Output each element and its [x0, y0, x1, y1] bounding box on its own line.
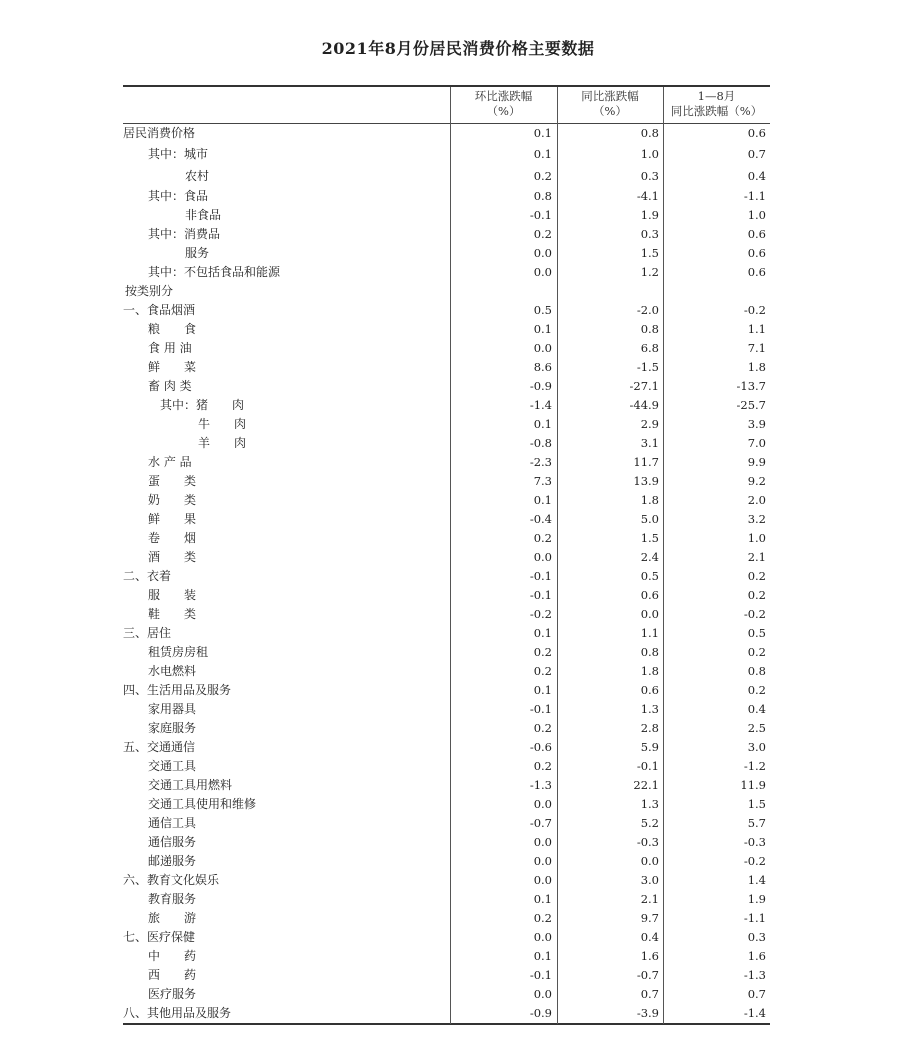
row-value-ytd: 0.2: [747, 645, 766, 659]
row-label: 粮 食: [148, 322, 197, 336]
row-label: 八、其他用品及服务: [123, 1006, 232, 1020]
row-value-yoy: -0.1: [636, 759, 659, 773]
row-value-yoy: 9.7: [640, 911, 659, 925]
table-row: [123, 795, 770, 814]
row-value-mom: 0.0: [533, 265, 552, 279]
row-value-mom: 0.2: [533, 759, 552, 773]
row-value-yoy: 2.9: [640, 417, 659, 431]
row-value-mom: 0.0: [533, 550, 552, 564]
table-row: [123, 453, 770, 472]
table-row: [123, 852, 770, 871]
row-value-ytd: 11.9: [740, 778, 766, 792]
row-value-mom: 0.2: [533, 531, 552, 545]
page-title: 2021年8月份居民消费价格主要数据: [321, 39, 595, 58]
table-row: [123, 909, 770, 928]
row-value-mom: -0.9: [529, 1006, 552, 1020]
row-label: 通信服务: [148, 835, 197, 849]
row-value-mom: 8.6: [533, 360, 552, 374]
row-label: 牛 肉: [198, 417, 247, 431]
table-row: [123, 124, 770, 143]
row-value-yoy: -0.3: [636, 835, 659, 849]
row-value-ytd: -1.2: [743, 759, 766, 773]
row-label: 五、交通通信: [123, 740, 196, 754]
row-value-mom: 7.3: [533, 474, 552, 488]
table-row: [123, 301, 770, 320]
row-value-yoy: 0.0: [640, 607, 659, 621]
table-row: [123, 206, 770, 225]
row-label: 非食品: [185, 208, 222, 222]
row-value-ytd: 1.6: [747, 949, 766, 963]
row-value-yoy: 13.9: [633, 474, 659, 488]
row-value-ytd: 1.0: [747, 531, 766, 545]
row-label: 其中：食品: [148, 189, 209, 203]
row-value-mom: -1.4: [529, 398, 552, 412]
row-value-ytd: 1.9: [747, 892, 766, 906]
row-label: 通信工具: [148, 816, 197, 830]
row-value-mom: 0.2: [533, 227, 552, 241]
header-mom-line2: （%）: [486, 104, 521, 118]
row-value-ytd: 0.6: [747, 126, 766, 140]
row-label: 其中：猪 肉: [160, 398, 245, 412]
row-value-ytd: 0.2: [747, 588, 766, 602]
row-value-mom: -0.7: [529, 816, 552, 830]
table-bottom-rule: [123, 1023, 770, 1025]
row-value-mom: 0.0: [533, 873, 552, 887]
table-row: [123, 947, 770, 966]
row-value-yoy: 0.6: [640, 588, 659, 602]
table-row: [123, 605, 770, 624]
row-value-yoy: 1.3: [640, 797, 659, 811]
row-value-ytd: -0.2: [743, 607, 766, 621]
row-value-mom: 0.1: [533, 417, 552, 431]
row-label: 邮递服务: [148, 854, 197, 868]
row-value-yoy: 0.8: [640, 322, 659, 336]
table-row: [123, 757, 770, 776]
table-row: [123, 225, 770, 244]
row-value-yoy: 1.0: [640, 147, 659, 161]
row-label: 羊 肉: [198, 436, 247, 450]
row-value-ytd: -25.7: [736, 398, 766, 412]
row-value-ytd: 0.6: [747, 227, 766, 241]
table-row: [123, 339, 770, 358]
row-value-mom: -2.3: [529, 455, 552, 469]
row-value-ytd: 2.0: [747, 493, 766, 507]
row-value-ytd: 3.9: [747, 417, 766, 431]
row-value-mom: -0.2: [529, 607, 552, 621]
row-value-ytd: 2.1: [747, 550, 766, 564]
row-value-mom: 0.2: [533, 911, 552, 925]
row-value-yoy: 2.8: [640, 721, 659, 735]
table-row: [123, 814, 770, 833]
row-value-mom: -0.1: [529, 968, 552, 982]
row-value-yoy: -1.5: [636, 360, 659, 374]
row-value-yoy: 1.5: [640, 531, 659, 545]
row-value-yoy: 1.1: [640, 626, 659, 640]
row-value-mom: -0.1: [529, 702, 552, 716]
row-label: 鞋 类: [148, 607, 197, 621]
row-value-yoy: 1.3: [640, 702, 659, 716]
row-value-ytd: 9.2: [747, 474, 766, 488]
table-row: [123, 871, 770, 890]
table-row: [123, 966, 770, 985]
row-label: 交通工具用燃料: [148, 778, 233, 792]
row-value-yoy: 2.1: [640, 892, 659, 906]
row-value-ytd: 3.0: [747, 740, 766, 754]
row-value-ytd: 1.0: [747, 208, 766, 222]
row-value-mom: 0.8: [533, 189, 552, 203]
row-value-ytd: -0.2: [743, 303, 766, 317]
row-value-ytd: 0.8: [747, 664, 766, 678]
row-value-yoy: 0.0: [640, 854, 659, 868]
table-row: [123, 187, 770, 206]
row-value-yoy: 3.1: [640, 436, 659, 450]
table-row: [123, 529, 770, 548]
row-value-yoy: 11.7: [633, 455, 659, 469]
table-row: [123, 719, 770, 738]
row-value-mom: 0.0: [533, 987, 552, 1001]
header-yoy-line1: 同比涨跌幅: [581, 89, 639, 103]
row-value-ytd: -1.1: [743, 911, 766, 925]
row-label: 水电燃料: [148, 664, 197, 678]
row-value-mom: 0.2: [533, 169, 552, 183]
table-row: [123, 165, 770, 187]
row-value-yoy: -0.7: [636, 968, 659, 982]
row-value-ytd: 0.4: [747, 702, 766, 716]
row-value-yoy: -44.9: [629, 398, 659, 412]
table-row: [123, 738, 770, 757]
header-ytd-line2: 同比涨跌幅（%）: [670, 104, 763, 118]
row-value-yoy: 5.0: [640, 512, 659, 526]
row-value-yoy: 0.8: [640, 126, 659, 140]
table-row: [123, 491, 770, 510]
row-value-ytd: -1.1: [743, 189, 766, 203]
row-label: 医疗服务: [148, 987, 197, 1001]
row-label: 一、食品烟酒: [123, 303, 196, 317]
row-value-mom: 0.1: [533, 892, 552, 906]
row-label: 其中：城市: [148, 147, 209, 161]
row-label: 七、医疗保健: [123, 930, 196, 944]
row-value-yoy: 22.1: [633, 778, 659, 792]
row-value-mom: 0.1: [533, 126, 552, 140]
row-value-yoy: 1.8: [640, 493, 659, 507]
row-value-ytd: -0.3: [743, 835, 766, 849]
table-row: [123, 928, 770, 947]
table-row: [123, 700, 770, 719]
row-value-mom: 0.1: [533, 147, 552, 161]
row-label: 按类别分: [125, 284, 174, 298]
row-label: 家用器具: [148, 702, 197, 716]
row-label: 四、生活用品及服务: [123, 683, 232, 697]
row-value-ytd: 5.7: [747, 816, 766, 830]
table-row: [123, 624, 770, 643]
row-value-ytd: 1.1: [747, 322, 766, 336]
row-value-ytd: 0.5: [747, 626, 766, 640]
row-value-ytd: 1.5: [747, 797, 766, 811]
row-value-mom: 0.2: [533, 721, 552, 735]
row-value-ytd: 0.2: [747, 683, 766, 697]
header-mom-line1: 环比涨跌幅: [474, 89, 533, 103]
row-label: 卷 烟: [148, 531, 197, 545]
header-yoy: [557, 89, 663, 119]
table-row: [123, 263, 770, 282]
row-label: 水 产 品: [148, 455, 192, 469]
row-label: 鲜 果: [148, 512, 197, 526]
row-value-yoy: 0.3: [640, 227, 659, 241]
row-value-ytd: 0.6: [747, 246, 766, 260]
row-label: 其中：消费品: [148, 227, 221, 241]
table-row: [123, 985, 770, 1004]
table-row: [123, 244, 770, 263]
row-value-yoy: 1.9: [640, 208, 659, 222]
row-value-yoy: 1.5: [640, 246, 659, 260]
row-label: 交通工具使用和维修: [148, 797, 257, 811]
row-value-mom: 0.1: [533, 626, 552, 640]
table-row: [123, 396, 770, 415]
table-row: [123, 358, 770, 377]
table-row: [123, 434, 770, 453]
table-row: [123, 890, 770, 909]
row-value-mom: 0.1: [533, 683, 552, 697]
row-value-mom: 0.5: [533, 303, 552, 317]
row-value-mom: 0.0: [533, 930, 552, 944]
row-value-ytd: 7.0: [747, 436, 766, 450]
row-value-mom: 0.0: [533, 835, 552, 849]
row-value-mom: -0.1: [529, 588, 552, 602]
row-value-mom: 0.1: [533, 949, 552, 963]
table-top-rule: [123, 85, 770, 87]
row-value-mom: -0.1: [529, 569, 552, 583]
row-value-yoy: -2.0: [636, 303, 659, 317]
table-row: [123, 567, 770, 586]
table-row: [123, 320, 770, 339]
table-row: [123, 282, 770, 301]
row-value-yoy: 5.9: [640, 740, 659, 754]
row-value-yoy: 1.8: [640, 664, 659, 678]
row-label: 六、教育文化娱乐: [123, 873, 220, 887]
table-row: [123, 548, 770, 567]
row-value-mom: 0.1: [533, 493, 552, 507]
row-value-mom: -1.3: [529, 778, 552, 792]
table-row: [123, 377, 770, 396]
row-label: 西 药: [148, 968, 197, 982]
row-value-ytd: 2.5: [747, 721, 766, 735]
table-row: [123, 833, 770, 852]
row-value-yoy: 0.3: [640, 169, 659, 183]
row-value-ytd: 0.6: [747, 265, 766, 279]
row-value-yoy: 0.6: [640, 683, 659, 697]
header-yoy-line2: （%）: [593, 104, 627, 118]
row-value-yoy: 6.8: [640, 341, 659, 355]
table-row: [123, 643, 770, 662]
table-row: [123, 415, 770, 434]
table-row: [123, 143, 770, 165]
header-ytd-line1: 1—8月: [697, 89, 736, 103]
row-label: 鲜 菜: [148, 360, 197, 374]
row-value-ytd: 0.7: [747, 987, 766, 1001]
row-label: 蛋 类: [148, 474, 197, 488]
row-label: 旅 游: [148, 911, 197, 925]
row-label: 租赁房房租: [148, 645, 209, 659]
row-value-ytd: 0.2: [747, 569, 766, 583]
table-row: [123, 662, 770, 681]
header-mom: [450, 89, 557, 119]
row-value-yoy: 0.7: [640, 987, 659, 1001]
row-label: 酒 类: [148, 550, 197, 564]
row-value-mom: 0.0: [533, 854, 552, 868]
row-value-mom: -0.6: [529, 740, 552, 754]
row-value-mom: 0.2: [533, 664, 552, 678]
row-value-yoy: -27.1: [629, 379, 659, 393]
row-value-yoy: 0.5: [640, 569, 659, 583]
row-value-yoy: -3.9: [636, 1006, 659, 1020]
row-value-yoy: 3.0: [640, 873, 659, 887]
row-value-yoy: 0.8: [640, 645, 659, 659]
table-row: [123, 472, 770, 491]
row-value-ytd: -13.7: [736, 379, 766, 393]
row-label: 教育服务: [148, 892, 197, 906]
row-value-ytd: -1.4: [743, 1006, 766, 1020]
table-body: [123, 124, 770, 1023]
row-value-yoy: 1.6: [640, 949, 659, 963]
row-value-ytd: 0.7: [747, 147, 766, 161]
row-label: 农村: [185, 169, 210, 183]
row-value-mom: 0.2: [533, 645, 552, 659]
row-value-yoy: 5.2: [640, 816, 659, 830]
row-label: 家庭服务: [148, 721, 197, 735]
row-value-mom: -0.4: [529, 512, 552, 526]
table-row: [123, 1004, 770, 1023]
row-value-mom: -0.9: [529, 379, 552, 393]
row-label: 服务: [185, 246, 210, 260]
row-value-yoy: 1.2: [640, 265, 659, 279]
row-label: 三、居住: [123, 626, 172, 640]
table-row: [123, 681, 770, 700]
header-ytd: [663, 89, 770, 119]
row-value-mom: 0.1: [533, 322, 552, 336]
row-label: 二、衣着: [123, 569, 172, 583]
row-value-yoy: 0.4: [640, 930, 659, 944]
row-label: 其中：不包括食品和能源: [148, 265, 281, 279]
row-label: 奶 类: [148, 493, 197, 507]
row-value-ytd: 1.4: [747, 873, 766, 887]
row-label: 居民消费价格: [123, 126, 196, 140]
row-value-mom: 0.0: [533, 341, 552, 355]
row-value-ytd: 7.1: [747, 341, 766, 355]
row-label: 服 装: [148, 588, 197, 602]
row-label: 畜 肉 类: [148, 379, 192, 393]
row-value-mom: -0.1: [529, 208, 552, 222]
row-value-mom: 0.0: [533, 797, 552, 811]
row-value-ytd: -1.3: [743, 968, 766, 982]
table-row: [123, 586, 770, 605]
row-value-yoy: 2.4: [640, 550, 659, 564]
row-value-ytd: -0.2: [743, 854, 766, 868]
row-label: 中 药: [148, 949, 197, 963]
table-row: [123, 510, 770, 529]
row-value-ytd: 3.2: [747, 512, 766, 526]
row-value-ytd: 0.3: [747, 930, 766, 944]
row-value-mom: 0.0: [533, 246, 552, 260]
row-value-ytd: 0.4: [747, 169, 766, 183]
row-value-ytd: 9.9: [747, 455, 766, 469]
row-label: 食 用 油: [148, 341, 192, 355]
row-label: 交通工具: [148, 759, 197, 773]
row-value-yoy: -4.1: [636, 189, 659, 203]
row-value-ytd: 1.8: [747, 360, 766, 374]
table-row: [123, 776, 770, 795]
row-value-mom: -0.8: [529, 436, 552, 450]
